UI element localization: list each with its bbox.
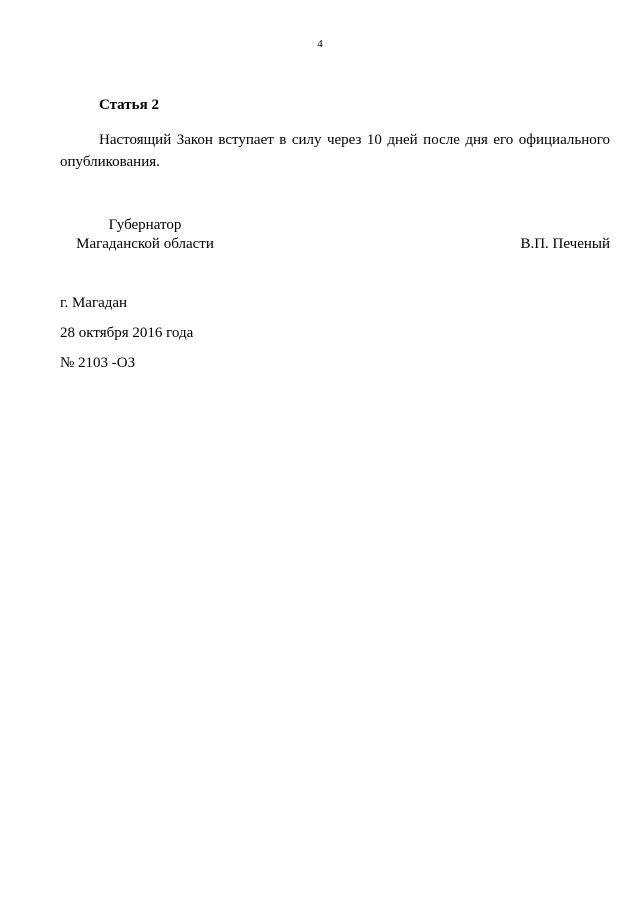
signature-position [60,216,230,254]
law-number: № 2103 -ОЗ [60,355,136,371]
signature-block [60,216,610,256]
page-number: 4 [317,38,323,50]
place-of-signing: г. Магадан [60,295,128,311]
article-heading: Статья 2 [99,97,159,113]
signature-position-title: Губернатор [108,217,182,233]
signature-position-region: Магаданской области [76,236,214,252]
article-body: Настоящий Закон вступает в силу через 10 дней после дня его официального опубликования. [60,132,610,170]
signatory-name: В.П. Печеный [520,236,610,252]
date-of-signing: 28 октября 2016 года [60,325,194,341]
